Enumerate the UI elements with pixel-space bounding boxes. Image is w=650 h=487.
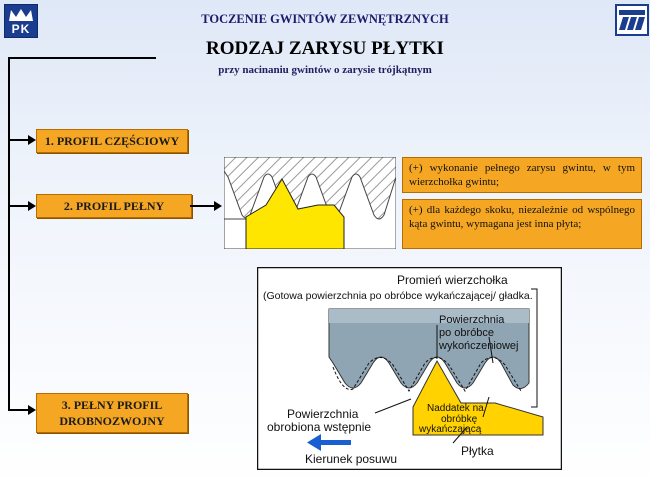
finished-surface-label-1: Powierzchnia bbox=[439, 314, 505, 326]
description-full-minus: (+) dla każdego skoku, niezależnie od wspólnego kąta gwintu, wymagana jest inna płyta; bbox=[402, 199, 642, 249]
arrow-3-icon bbox=[28, 405, 36, 415]
arrow-to-diagram-icon bbox=[214, 201, 222, 211]
allowance-label-3: wykańczającą bbox=[419, 424, 482, 435]
insert-label: Płytka bbox=[461, 444, 494, 458]
finished-surface-label-2: po obróbce bbox=[439, 327, 495, 339]
crest-radius-label: Promień wierzchołka bbox=[397, 273, 508, 287]
section-title: TOCZENIE GWINTÓW ZEWNĘTRZNYCH bbox=[201, 12, 449, 26]
page-subtitle: przy nacinaniu gwintów o zarysie trójkątnym bbox=[218, 64, 432, 76]
profile-full-label: 2. PROFIL PEŁNY bbox=[63, 198, 165, 213]
feed-direction-label: Kierunek posuwu bbox=[305, 452, 398, 466]
arrow-1-icon bbox=[28, 135, 36, 145]
allowance-label-1: Naddatek na bbox=[427, 403, 484, 414]
connector-1 bbox=[8, 139, 30, 141]
description-full-plus: (+) wykonanie pełnego zarysu gwintu, w tym wierzchołka gwintu; bbox=[402, 157, 642, 193]
pre-surface-label-1: Powierzchnia bbox=[287, 407, 359, 421]
logo-text: PK bbox=[11, 22, 31, 36]
profile-fine-pitch-label-1: 3. PEŁNY PROFIL bbox=[61, 398, 163, 412]
fine-pitch-diagram bbox=[257, 267, 562, 470]
profile-full-box bbox=[36, 194, 192, 218]
bracket-top-line bbox=[8, 57, 156, 59]
profile-partial-box bbox=[36, 129, 188, 153]
full-profile-illustration bbox=[224, 157, 396, 249]
connector-to-diagram bbox=[190, 205, 216, 207]
allowance-label-2: obróbkę bbox=[441, 414, 478, 425]
page-title: RODZAJ ZARYSU PŁYTKI bbox=[206, 38, 444, 59]
profile-fine-pitch-box bbox=[36, 393, 188, 433]
profile-fine-pitch-label-2: DROBNOZWOJNY bbox=[59, 414, 165, 428]
pre-surface-label-2: obrobiona wstępnie bbox=[267, 420, 372, 434]
arrow-2-icon bbox=[28, 201, 36, 211]
finished-surface-note: (Gotowa powierzchnia po obróbce wykańczającej/ gładka. bbox=[263, 290, 533, 302]
finished-surface-label-3: wykończeniowej bbox=[439, 340, 519, 352]
connector-3 bbox=[8, 409, 30, 411]
profile-partial-label: 1. PROFIL CZĘŚCIOWY bbox=[44, 133, 180, 148]
connector-2 bbox=[8, 205, 30, 207]
bracket-vertical-line bbox=[8, 57, 10, 410]
